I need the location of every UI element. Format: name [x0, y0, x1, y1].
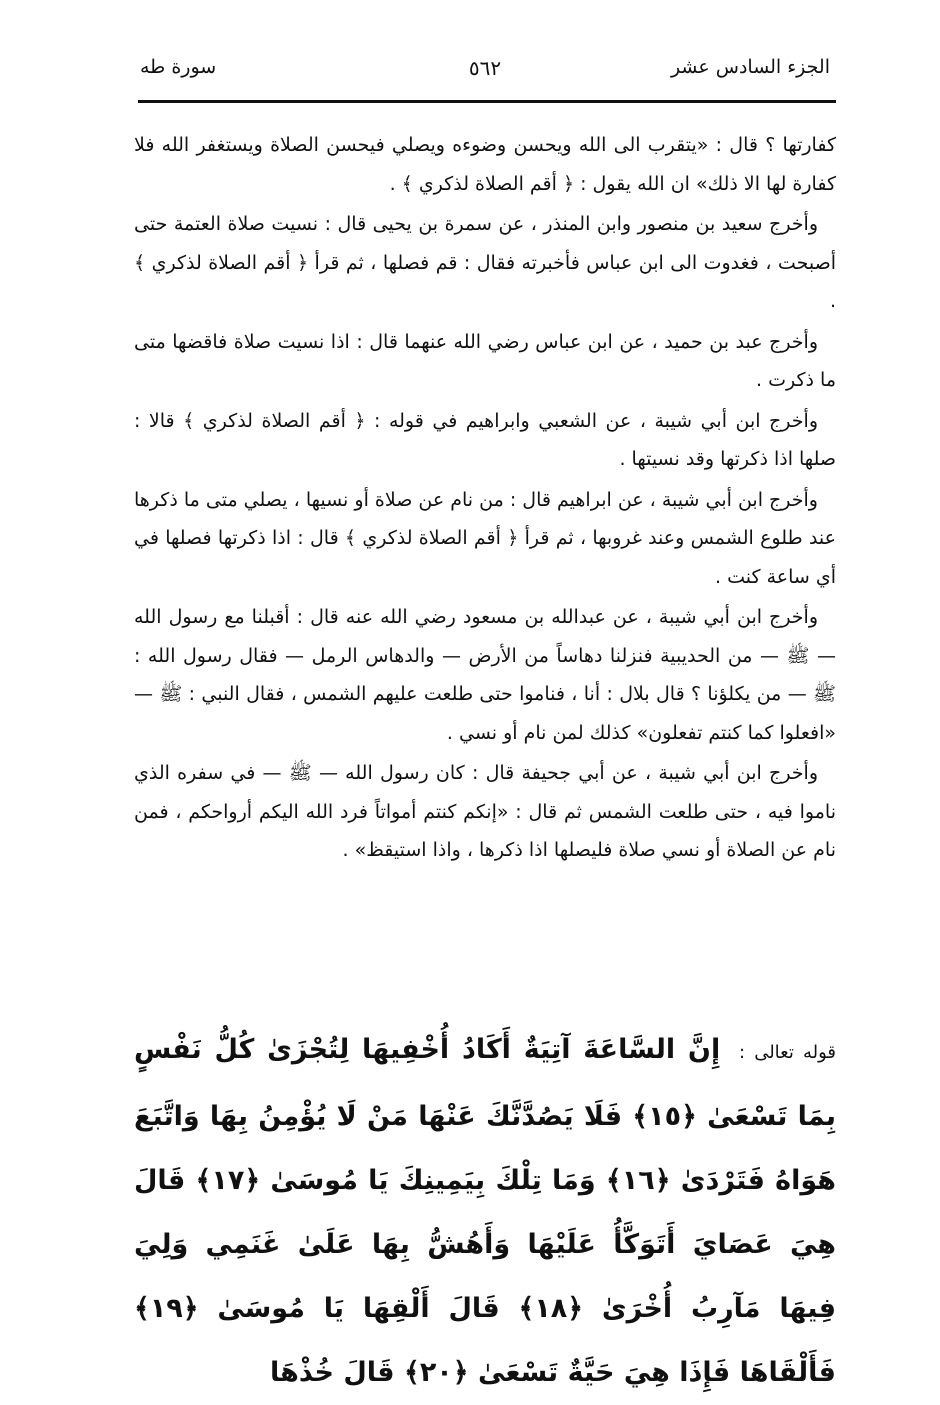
- paragraph: وأخرج ابن أبي شيبة ، عن الشعبي وابراهيم في قوله : ﴿ أقم الصلاة لذكري ﴾ قالا : صلها اذا ذكرتها وقد نسيتها .: [134, 409, 836, 470]
- paragraph: وأخرج ابن أبي شيبة ، عن ابراهيم قال : من نام عن صلاة أو نسيها ، يصلي متى ما ذكرها عند طلوع الشمس وعند غروبها ، ثم قرأ ﴿ أقم الصلاة لذكري ﴾ قال : اذا ذكرتها فصلها في أي ساعة كنت .: [134, 488, 836, 588]
- page-number: ٥٦٢: [468, 56, 502, 80]
- commentary-body: [134, 126, 836, 872]
- surah-title: سورة طه: [140, 56, 217, 78]
- paragraph: وأخرج ابن أبي شيبة ، عن أبي جحيفة قال : كان رسول الله — ﷺ — في سفره الذي ناموا فيه ، حتى طلعت الشمس ثم قال : «إنكم كنتم أمواتاً فرد الله اليكم أرواحكم ، فمن نام عن الصلاة أو نسي صلاة فليصلها اذا ذكرها ، واذا استيقظ» .: [134, 762, 836, 861]
- paragraph: وأخرج سعيد بن منصور وابن المنذر ، عن سمرة بن يحيى قال : نسيت صلاة العتمة حتى أصبحت ، فغدوت الى ابن عباس فأخبرته فقال : قم فصلها ، ثم قرأ ﴿ أقم الصلاة لذكري ﴾ .: [134, 213, 836, 312]
- paragraph: كفارتها ؟ قال : «يتقرب الى الله ويحسن وضوءه ويصلي فيحسن الصلاة ويستغفر الله فلا كفارة لها الا ذلك» ان الله يقول : ﴿ أقم الصلاة لذكري ﴾ .: [134, 134, 836, 195]
- header-rule: [138, 100, 836, 103]
- page-header: [140, 56, 830, 96]
- paragraph: وأخرج ابن أبي شيبة ، عن عبدالله بن مسعود رضي الله عنه قال : أقبلنا مع رسول الله — ﷺ — من الحديبية فنزلنا دهاساً من الأرض — والدهاس الرمل — فقال رسول الله : ﷺ — من يكلؤنا ؟ قال بلال : أنا ، فناموا حتى طلعت عليهم الشمس ، فقال النبي : ﷺ — «افعلوا كما كنتم تفعلون» كذلك لمن نام أو نسي .: [134, 606, 836, 744]
- part-title: الجزء السادس عشر: [670, 56, 830, 78]
- quran-verse-block: [134, 1018, 836, 1405]
- verse-lead: قوله تعالى :: [739, 1042, 837, 1063]
- paragraph: وأخرج عبد بن حميد ، عن ابن عباس رضي الله عنهما قال : اذا نسيت صلاة فاقضها متى ما ذكرت .: [134, 330, 836, 391]
- verse-text: إِنَّ السَّاعَةَ آتِيَةٌ أَكَادُ أُخْفِيهَا لِتُجْزَىٰ كُلُّ نَفْسٍ بِمَا تَسْعَىٰ ﴿١٥﴾ فَلَا يَصُدَّنَّكَ عَنْهَا مَنْ لَا يُؤْمِنُ بِهَا وَاتَّبَعَ هَوَاهُ فَتَرْدَىٰ ﴿١٦﴾ وَمَا تِلْكَ بِيَمِينِكَ يَا مُوسَىٰ ﴿١٧﴾ قَالَ هِيَ عَصَايَ أَتَوَكَّأُ عَلَيْهَا وَأَهُشُّ بِهَا عَلَىٰ غَنَمِي وَلِيَ فِيهَا مَآرِبُ أُخْرَىٰ ﴿١٨﴾ قَالَ أَلْقِهَا يَا مُوسَىٰ ﴿١٩﴾ فَأَلْقَاهَا فَإِذَا هِيَ حَيَّةٌ تَسْعَىٰ ﴿٢٠﴾ قَالَ خُذْهَا: [134, 1034, 837, 1388]
